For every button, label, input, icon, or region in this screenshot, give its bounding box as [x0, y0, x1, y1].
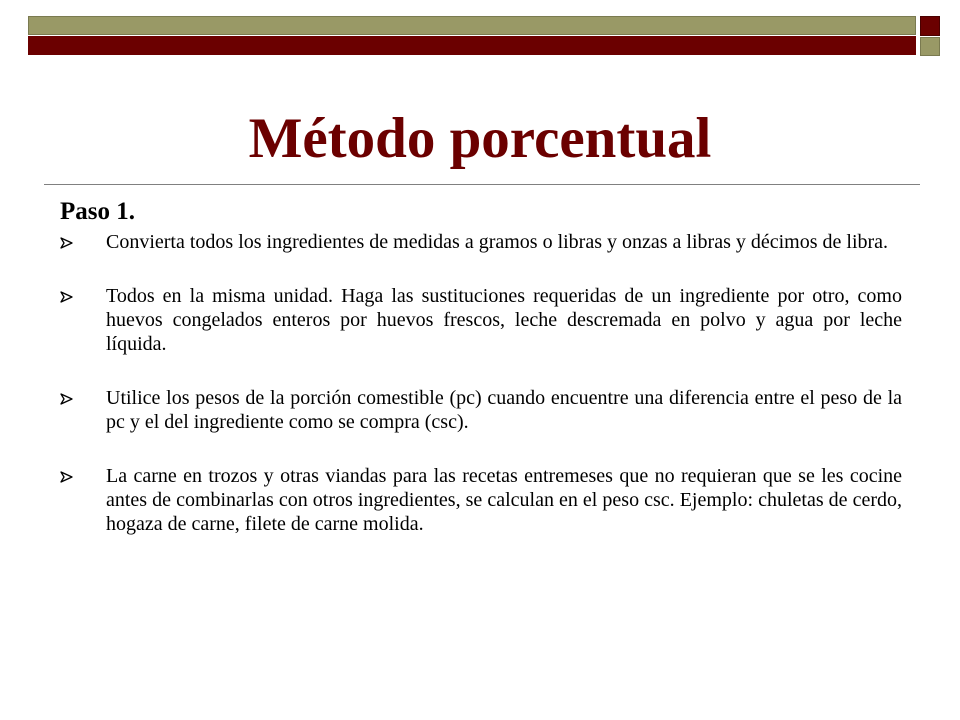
bullet-text: Utilice los pesos de la porción comestible (pc) cuando encuentre una diferencia entre el peso de la pc y el del ingrediente como se compra (csc). [106, 387, 902, 433]
header-corner-square-dark [920, 16, 940, 36]
bullet-text: La carne en trozos y otras viandas para las recetas entremeses que no requieran que se les cocine antes de combinarlas con otros ingredientes, se calculan en el peso csc. Ejemplo: chuletas de cerdo, hogaza de carne, filete de carne molida. [106, 465, 902, 535]
step-heading: Paso 1. [60, 198, 135, 225]
header-bar-light [28, 16, 916, 35]
header-corner-square-light [920, 37, 940, 56]
header-bar-dark [28, 36, 916, 55]
bullet-item [60, 386, 902, 434]
arrowhead-bullet-icon [60, 471, 74, 483]
title-divider [44, 184, 920, 185]
arrowhead-bullet-icon [60, 291, 74, 303]
slide-title: Método porcentual [248, 107, 712, 170]
bullet-item [60, 284, 902, 356]
bullet-list [60, 230, 902, 566]
bullet-text: Convierta todos los ingredientes de medidas a gramos o libras y onzas a libras y décimos de libra. [106, 231, 889, 253]
bullet-text: Todos en la misma unidad. Haga las sustituciones requeridas de un ingrediente por otro, como huevos congelados enteros por huevos frescos, leche descremada en polvo y agua por leche líquida. [106, 285, 902, 355]
bullet-item [60, 230, 902, 254]
arrowhead-bullet-icon [60, 393, 74, 405]
bullet-item [60, 464, 902, 536]
arrowhead-bullet-icon [60, 237, 74, 249]
